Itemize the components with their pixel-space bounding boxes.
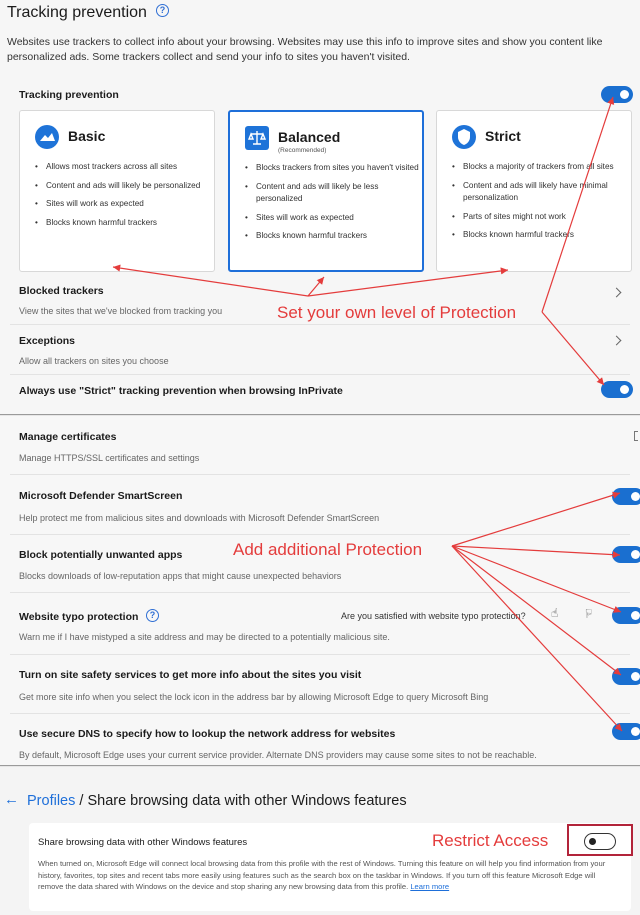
divider [10,592,630,593]
divider [10,534,630,535]
blocked-trackers-title: Blocked trackers [19,285,104,297]
chevron-right-icon [612,288,622,298]
recommended-label: (Recommended) [278,147,327,154]
secure-dns-sub: By default, Microsoft Edge uses your current service provider. Alternate DNS providers may cause some sites to not be reachable. [19,750,537,760]
strict-title: Strict [485,128,521,144]
share-data-title: Share browsing data with other Windows features [38,837,248,848]
site-safety-title: Turn on site safety services to get more info about the sites you visit [19,669,362,681]
annotation-additional-protection: Add additional Protection [233,540,423,559]
basic-bullet: • Allows most trackers across all sites [34,161,210,174]
page-title: Tracking prevention [7,4,147,21]
strict-bullet: • Content and ads will likely have minimal personalization [451,180,627,205]
typo-title: Website typo protection [19,611,139,623]
strict-bullet: • Blocks known harmful trackers [451,229,627,242]
help-icon[interactable]: ? [146,609,159,622]
basic-bullet: • Content and ads will likely be personalized [34,180,210,193]
divider [10,324,630,325]
typo-toggle[interactable] [612,607,640,624]
security-panel [0,416,640,766]
breadcrumb-profiles-link[interactable]: Profiles [27,793,76,809]
inprivate-strict-label: Always use "Strict" tracking prevention when browsing InPrivate [19,385,343,397]
blocked-trackers-sub: View the sites that we've blocked from tracking you [19,306,223,316]
share-data-toggle[interactable] [584,833,616,850]
balanced-bullet: • Blocks trackers from sites you haven't visited [244,162,420,175]
annotation-protection-level: Set your own level of Protection [277,303,517,322]
pua-title: Block potentially unwanted apps [19,549,183,561]
exceptions-title: Exceptions [19,335,76,347]
divider [10,374,630,375]
strict-bullet: • Parts of sites might not work [451,211,627,224]
divider [10,654,630,655]
smartscreen-sub: Help protect me from malicious sites and downloads with Microsoft Defender SmartScreen [19,513,380,523]
basic-title: Basic [68,128,106,144]
basic-icon [35,125,59,149]
breadcrumb-separator: / [79,793,84,809]
tracking-prevention-label: Tracking prevention [19,89,119,101]
profiles-panel [0,767,640,915]
back-arrow-icon[interactable]: ← [4,791,19,808]
tracking-prevention-panel [0,0,640,415]
secure-dns-title: Use secure DNS to specify how to lookup the network address for websites [19,728,396,740]
divider [10,713,630,714]
thumbs-up-icon[interactable]: ☝ [551,606,559,620]
balanced-bullet: • Content and ads will likely be less personalized [244,181,420,206]
thumbs-down-icon[interactable]: ☝ [585,606,593,620]
breadcrumb-current: Share browsing data with other Windows features [87,793,407,809]
pua-sub: Blocks downloads of low-reputation apps that might cause unexpected behaviors [19,571,342,581]
smartscreen-title: Microsoft Defender SmartScreen [19,490,183,502]
shield-icon [452,125,476,149]
help-icon[interactable]: ? [156,4,169,17]
strict-bullet: • Blocks a majority of trackers from all sites [451,161,627,174]
balanced-bullet: • Blocks known harmful trackers [244,230,420,243]
divider [10,474,630,475]
breadcrumb [27,793,407,809]
strict-card[interactable] [436,110,632,272]
chevron-right-icon [612,336,622,346]
share-data-description [38,858,614,893]
typo-sub: Warn me if I have mistyped a site address and may be directed to a potentially malicious site. [19,632,390,642]
site-safety-sub: Get more site info when you select the lock icon in the address bar by allowing Microsoft Edge to query Microsoft Bing [19,692,489,702]
typo-feedback-question: Are you satisfied with website typo protection? [341,611,526,621]
balance-scale-icon [245,126,269,150]
basic-card[interactable] [19,110,215,272]
secure-dns-toggle[interactable] [612,723,640,740]
basic-bullet: • Sites will work as expected [34,198,210,211]
pua-toggle[interactable] [612,546,640,563]
share-data-description-text: When turned on, Microsoft Edge will connect local browsing data from this profile with the rest of Windows. Turning this feature on will help you find information from your history, favorites, top sites and recent tabs more easily using features such as the search box on the taskbar in Windows. If you turn off this feature Microsoft Edge will remove the data shared with Windows on the device and stop sharing any new browsing data from this profile. [38,859,606,891]
certificates-sub: Manage HTTPS/SSL certificates and settings [19,453,200,463]
site-safety-toggle[interactable] [612,668,640,685]
learn-more-link[interactable]: Learn more [410,882,450,891]
tracking-prevention-toggle[interactable] [601,86,633,103]
external-link-icon[interactable] [634,431,638,441]
certificates-title[interactable]: Manage certificates [19,431,117,443]
smartscreen-toggle[interactable] [612,488,640,505]
balanced-title: Balanced [278,129,341,145]
balanced-card[interactable] [228,110,424,272]
exceptions-row[interactable] [10,330,630,370]
tracking-description: Websites use trackers to collect info about your browsing. Websites may use this info to improve sites and show you content like personalized ads. Some trackers collect and send your info to sites you haven't visited. [7,36,603,63]
balanced-bullet: • Sites will work as expected [244,212,420,225]
annotation-restrict-access: Restrict Access [432,831,549,850]
basic-bullet: • Blocks known harmful trackers [34,217,210,230]
exceptions-sub: Allow all trackers on sites you choose [19,356,169,366]
inprivate-strict-toggle[interactable] [601,381,633,398]
